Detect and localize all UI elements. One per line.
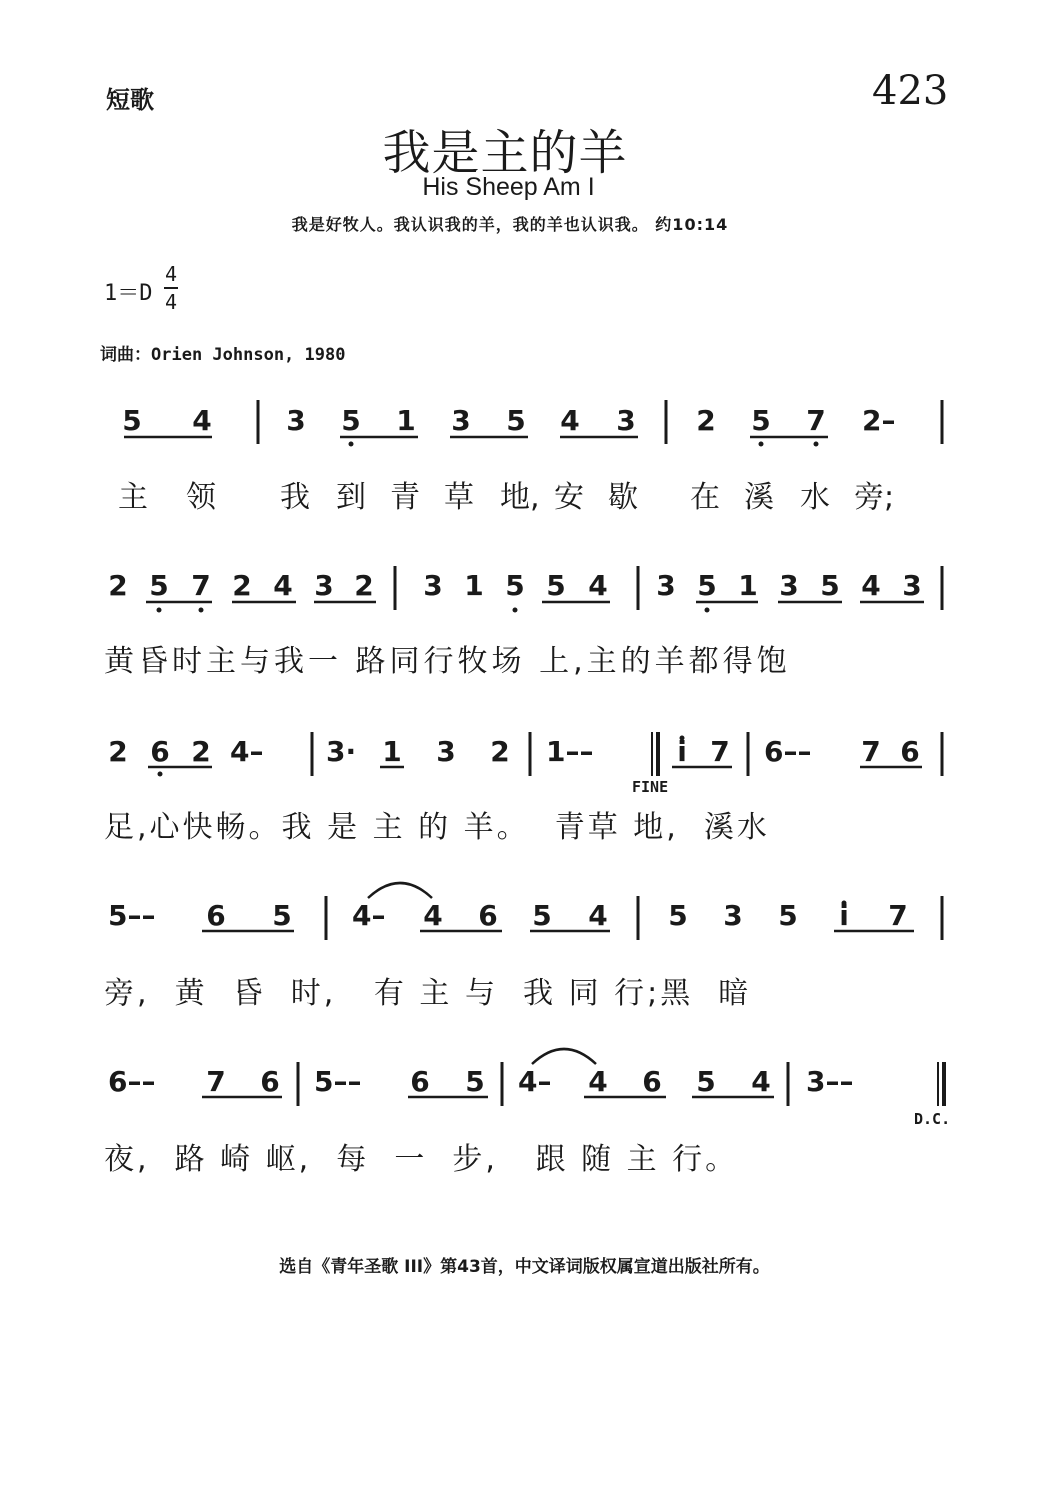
note: 3–– — [806, 1065, 854, 1098]
note: 5 — [697, 569, 717, 602]
category-label: 短歌 — [106, 85, 154, 114]
note: 6 — [642, 1065, 662, 1098]
note: 5 — [696, 1065, 716, 1098]
lyric: 溪 — [744, 480, 774, 515]
english-subtitle: His Sheep Am I — [422, 173, 595, 201]
note: 1 — [382, 735, 402, 768]
note: i — [839, 899, 849, 932]
copyright-footer: 选自《青年圣歌 III》第43首，中文译词版权属宣道出版社所有。 — [279, 1257, 770, 1277]
note: 4 — [751, 1065, 771, 1098]
note: 5 — [272, 899, 292, 932]
note: 5 — [341, 404, 361, 437]
lyrics-line-2: 黄昏时主与我一 路同行牧场 上,主的羊都得饱 — [104, 644, 791, 679]
note: 5 — [778, 899, 798, 932]
lyrics-line-3: 足,心快畅。我 是 主 的 羊。 青草 地, 溪水 — [104, 810, 770, 845]
note: 4 — [588, 899, 608, 932]
note: 5 — [465, 1065, 485, 1098]
note: 2 — [354, 569, 374, 602]
author-credit: 词曲：Orien Johnson, 1980 — [100, 345, 346, 365]
note: 5 — [122, 404, 142, 437]
note: 3 — [779, 569, 799, 602]
dc-mark: D.C. — [914, 1110, 951, 1128]
lyric: 我 — [280, 480, 310, 515]
note: 1 — [396, 404, 416, 437]
lyric: 领 — [186, 480, 216, 515]
lyric: 安 — [554, 480, 584, 515]
note: 3 — [314, 569, 334, 602]
lyric: 在 — [690, 480, 720, 515]
note: 4 — [588, 569, 608, 602]
note: 7 — [206, 1065, 226, 1098]
note: 4 — [588, 1065, 608, 1098]
note: 5 — [668, 899, 688, 932]
note: 1–– — [546, 735, 594, 768]
lyric: 青 — [390, 480, 420, 515]
time-signature-bottom: 4 — [164, 290, 178, 314]
note: 5 — [532, 899, 552, 932]
lyric: 主 — [118, 480, 148, 515]
key-signature: 1＝D — [104, 281, 153, 306]
note: 2 — [191, 735, 211, 768]
note: 5 — [506, 404, 526, 437]
note: 4 — [861, 569, 881, 602]
note: 4 — [192, 404, 212, 437]
note: 5 — [751, 404, 771, 437]
note: 6–– — [764, 735, 812, 768]
note: 6 — [478, 899, 498, 932]
note: 6 — [410, 1065, 430, 1098]
note: 5 — [820, 569, 840, 602]
note: 3 — [656, 569, 676, 602]
hymn-number: 423 — [872, 68, 949, 114]
lyric: 到 — [336, 480, 366, 515]
lyric: 水 — [800, 480, 830, 515]
note: 7 — [191, 569, 211, 602]
note: 5 — [546, 569, 566, 602]
note: 3· — [326, 735, 357, 768]
note: 6 — [150, 735, 170, 768]
note: 3 — [902, 569, 922, 602]
note: 4– — [518, 1065, 552, 1098]
note: 3 — [723, 899, 743, 932]
scripture-verse: 我是好牧人。我认识我的羊，我的羊也认识我。 约10:14 — [291, 215, 729, 234]
lyrics-line-5: 夜, 路 崎 岖, 每 一 步, 跟 随 主 行。 — [104, 1142, 739, 1177]
note: 5 — [505, 569, 525, 602]
note: 4– — [230, 735, 264, 768]
note: 3 — [423, 569, 443, 602]
note: 2 — [232, 569, 252, 602]
note: 5–– — [314, 1065, 362, 1098]
note: 7 — [861, 735, 881, 768]
note: 6 — [900, 735, 920, 768]
note: 7 — [888, 899, 908, 932]
note: 2 — [696, 404, 716, 437]
note: 3 — [286, 404, 306, 437]
lyrics-line-4: 旁, 黄 昏 时, 有 主 与 我 同 行;黑 暗 — [104, 976, 752, 1011]
note: 2 — [108, 735, 128, 768]
note: 6 — [260, 1065, 280, 1098]
note: 3 — [436, 735, 456, 768]
lyric: 地, — [500, 480, 540, 515]
note: 2– — [862, 404, 896, 437]
note: 5 — [149, 569, 169, 602]
fine-mark: FINE — [632, 778, 669, 796]
lyric: 草 — [444, 480, 474, 515]
note: 5–– — [108, 899, 156, 932]
note: 4 — [273, 569, 293, 602]
note: 2 — [490, 735, 510, 768]
note: 4– — [352, 899, 386, 932]
page-title: 我是主的羊 — [382, 125, 628, 181]
note: i — [677, 735, 687, 768]
note: 3 — [616, 404, 636, 437]
note: 7 — [710, 735, 730, 768]
lyric: 歇 — [608, 480, 638, 515]
note: 1 — [738, 569, 758, 602]
note: 4 — [560, 404, 580, 437]
note: 7 — [806, 404, 826, 437]
note: 6–– — [108, 1065, 156, 1098]
note: 2 — [108, 569, 128, 602]
note: 1 — [464, 569, 484, 602]
time-signature-top: 4 — [164, 262, 178, 286]
lyric: 旁; — [854, 480, 895, 515]
note: 3 — [451, 404, 471, 437]
note: 6 — [206, 899, 226, 932]
note: 4 — [423, 899, 443, 932]
